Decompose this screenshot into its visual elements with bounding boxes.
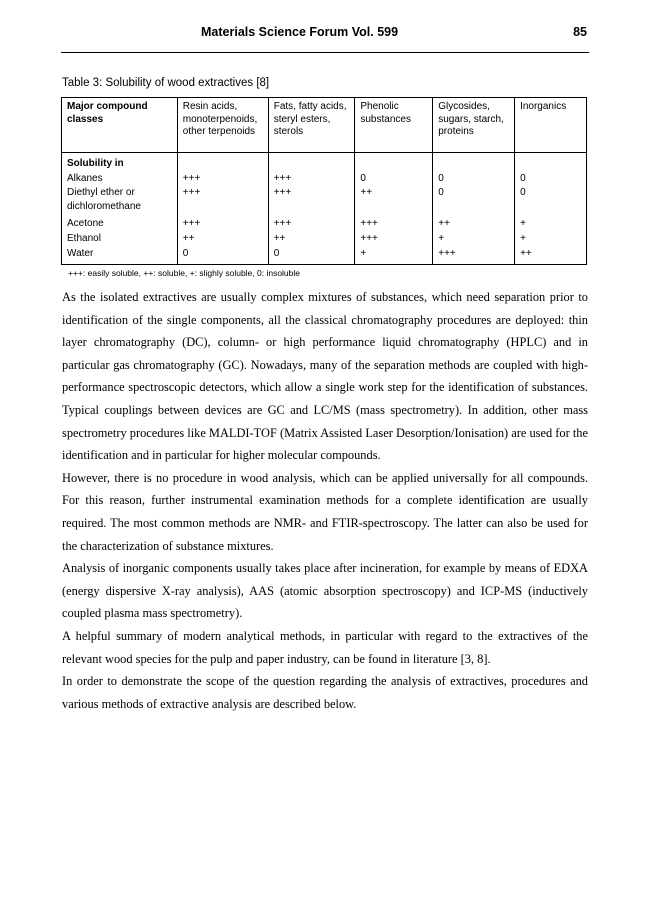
solubility-value: 0 bbox=[360, 173, 366, 184]
column-header: Fats, fatty acids, steryl esters, sterols bbox=[268, 98, 355, 153]
solubility-value: +++ bbox=[360, 233, 378, 244]
solubility-value: + bbox=[360, 248, 367, 259]
solubility-value: +++ bbox=[182, 187, 201, 198]
column-header: Resin acids, monoterpenoids, other terpenoids bbox=[177, 98, 268, 153]
fats-column bbox=[268, 153, 355, 265]
solubility-value: 0 bbox=[438, 187, 444, 198]
resin-acids-column bbox=[177, 153, 268, 265]
solubility-table bbox=[61, 97, 587, 265]
solubility-value: +++ bbox=[273, 173, 292, 184]
journal-title: Materials Science Forum Vol. 599 bbox=[201, 25, 399, 39]
section-label: Solubility in bbox=[67, 158, 124, 169]
solubility-value: +++ bbox=[438, 248, 456, 259]
solubility-value: +++ bbox=[273, 218, 292, 229]
paragraph: However, there is no procedure in wood analysis, which can be applied universally for all compounds. For this reason, further instrumental examination methods for a complete identification are usually required. The most common methods are NMR- and FTIR-spectroscopy. The latter can also be used for the characterization of substance mixtures. bbox=[62, 470, 588, 553]
page-number: 85 bbox=[573, 25, 587, 39]
solubility-value: 0 bbox=[273, 248, 280, 259]
table-header-row bbox=[62, 98, 587, 153]
solvent-name: Ethanol bbox=[67, 233, 101, 244]
column-header: Glycosides, sugars, starch, proteins bbox=[433, 98, 515, 153]
solubility-value: ++ bbox=[182, 233, 195, 244]
table-body-row bbox=[62, 153, 587, 265]
solubility-value: + bbox=[520, 218, 526, 229]
table-caption: Table 3: Solubility of wood extractives [8] bbox=[62, 77, 270, 89]
solubility-value: ++ bbox=[520, 248, 532, 259]
solubility-value: 0 bbox=[438, 173, 444, 184]
inorganics-column bbox=[515, 153, 587, 265]
paragraph: A helpful summary of modern analytical methods, in particular with regard to the extractives of the relevant wood species for the pulp and paper industry, can be found in literature [3, 8]. bbox=[62, 628, 588, 666]
paragraph: Analysis of inorganic components usually takes place after incineration, for example by means of EDXA (energy dispersive X-ray analysis), AAS (atomic absorption spectroscopy) and ICP-MS (inductively coupled plasma mass spectrometry). bbox=[62, 561, 588, 621]
table-legend: +++: easily soluble, ++: soluble, +: slighly soluble, 0: insoluble bbox=[68, 268, 301, 278]
column-header: Inorganics bbox=[515, 98, 587, 153]
solubility-value: +++ bbox=[360, 218, 378, 229]
paragraph: As the isolated extractives are usually complex mixtures of substances, which need separation prior to identification of the single components, all the classical chromatography procedures are deployed: thin layer chromatography (DC), column- or high performance liquid chromatography (HPLC) and in particular gas chromatography (GC). Nowadays, many of the separation methods are coupled with high-performance spectroscopic detectors, which allow a single work step for the identification of substances. Typical couplings between devices are GC and LC/MS (mass spectrometry). In addition, other mass spectrometry procedures like MALDI-TOF (Matrix Assisted Laser Desorption/Ionisation) are used for the identification and in particular for higher molecular compounds. bbox=[62, 290, 588, 463]
running-header bbox=[61, 22, 589, 53]
glycosides-column bbox=[433, 153, 515, 265]
solubility-value: ++ bbox=[360, 187, 373, 198]
solvent-name: Acetone bbox=[67, 218, 104, 229]
solvent-name: Alkanes bbox=[67, 173, 103, 184]
solubility-value: +++ bbox=[182, 218, 201, 229]
solvent-column bbox=[62, 153, 178, 265]
solubility-value: +++ bbox=[273, 187, 292, 198]
solubility-value: + bbox=[438, 233, 445, 244]
solubility-value: ++ bbox=[438, 218, 450, 229]
solvent-name: Water bbox=[67, 248, 94, 259]
solubility-value: 0 bbox=[520, 173, 526, 184]
solubility-value: + bbox=[520, 233, 526, 244]
solubility-value: 0 bbox=[520, 187, 526, 198]
body-text bbox=[62, 286, 588, 715]
solubility-value: ++ bbox=[273, 233, 286, 244]
paragraph: In order to demonstrate the scope of the question regarding the analysis of extractives, procedures and various methods of extractive analysis are described below. bbox=[62, 674, 588, 711]
column-header: Major compound classes bbox=[62, 98, 178, 153]
solvent-name: Diethyl ether or dichloromethane bbox=[67, 187, 141, 212]
solubility-value: +++ bbox=[182, 173, 201, 184]
column-header: Phenolic substances bbox=[355, 98, 433, 153]
solubility-value: 0 bbox=[182, 248, 189, 259]
phenolic-column bbox=[355, 153, 433, 265]
